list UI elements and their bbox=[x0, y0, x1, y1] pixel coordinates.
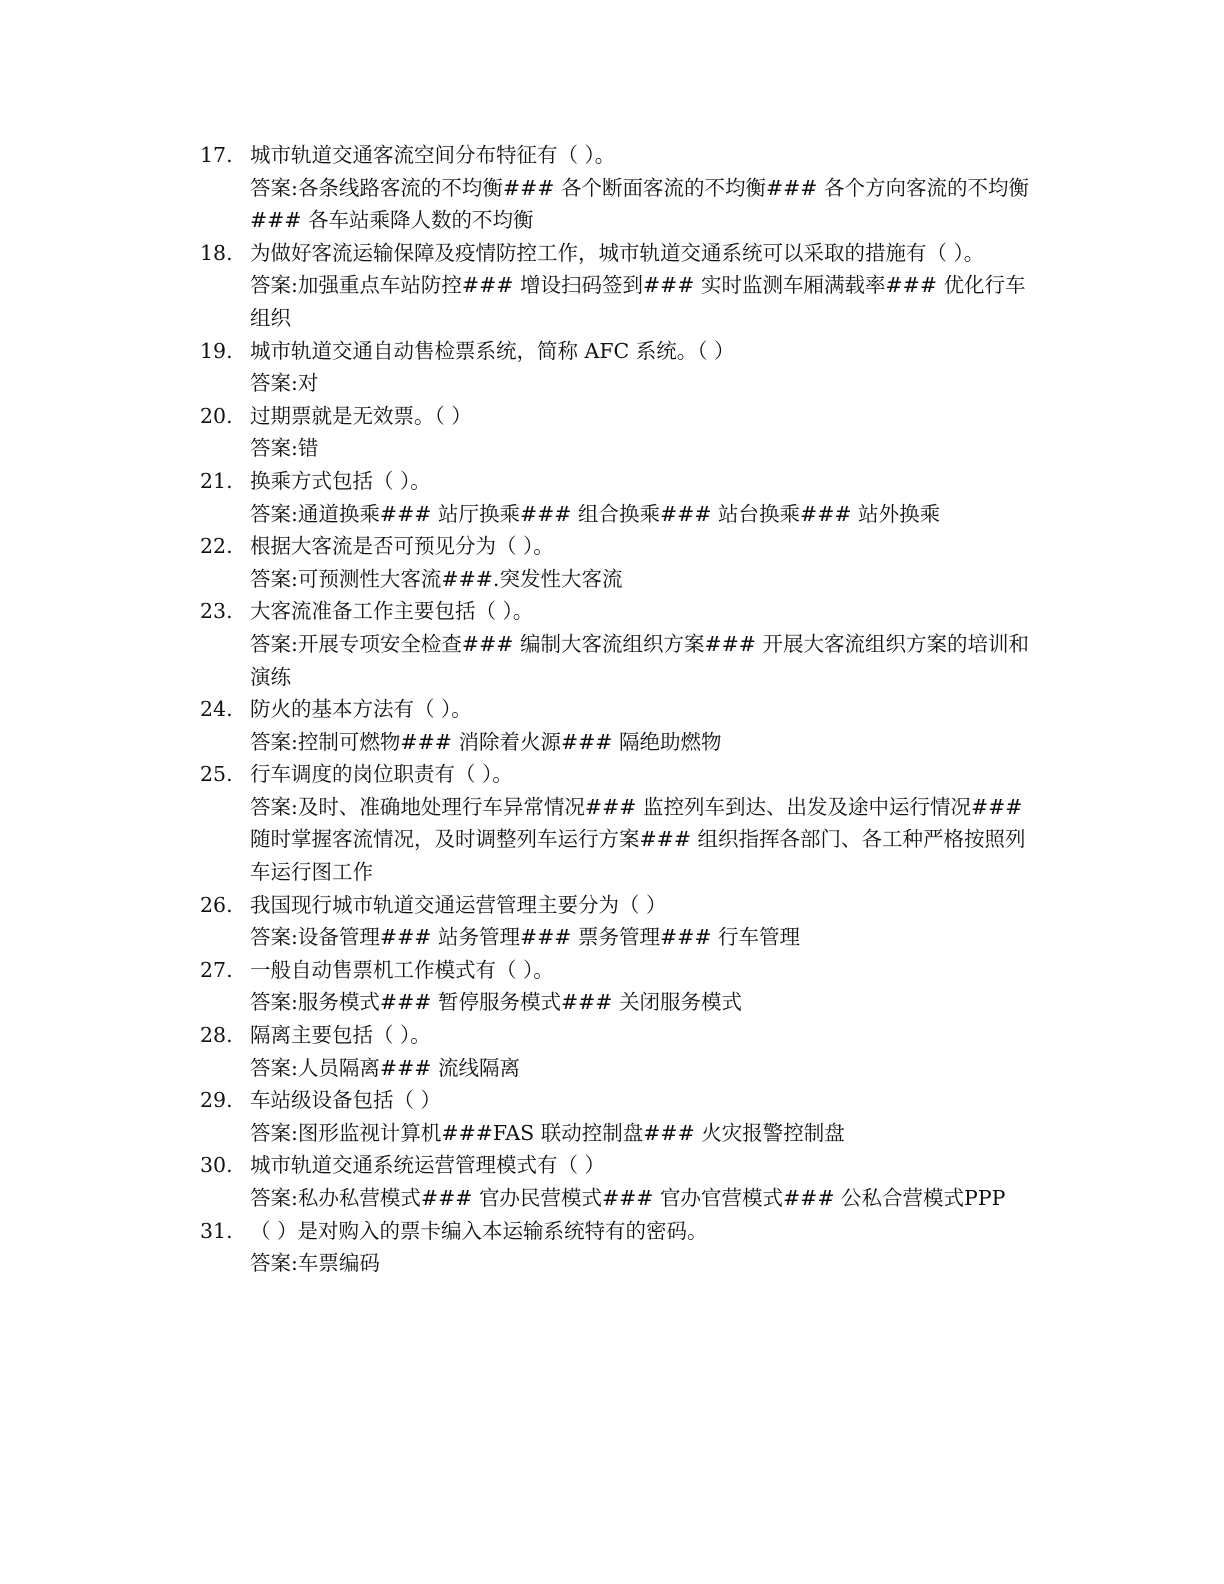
question-number: 27. bbox=[200, 957, 233, 982]
answer-text: 答案:图形监视计算机###FAS 联动控制盘### 火灾报警控制盘 bbox=[250, 1120, 845, 1145]
answer-text: 答案:对 bbox=[250, 371, 319, 396]
qa-item-29 bbox=[200, 1084, 1040, 1149]
question-text: 城市轨道交通系统运营管理模式有（ ） bbox=[250, 1153, 606, 1178]
answer-text: 答案:及时、准确地处理行车异常情况### 监控列车到达、出发及途中运行情况### 随时掌握客流情况，及时调整列车运行方案### 组织指挥各部门、各工种严格按照列车运行图工作 bbox=[250, 794, 1026, 885]
question-number: 25. bbox=[200, 762, 233, 787]
question-number: 24. bbox=[200, 697, 233, 722]
question-number: 17. bbox=[200, 143, 233, 167]
qa-item-21 bbox=[200, 465, 1040, 530]
answer-text: 答案:服务模式### 暂停服务模式### 关闭服务模式 bbox=[250, 990, 742, 1015]
question-text: 大客流准备工作主要包括（ ）。 bbox=[250, 599, 534, 624]
qa-item-20 bbox=[200, 400, 1040, 465]
answer-text: 答案:开展专项安全检查### 编制大客流组织方案### 开展大客流组织方案的培训和演练 bbox=[250, 631, 1029, 689]
qa-item-18 bbox=[200, 237, 1040, 335]
question-number: 31. bbox=[200, 1218, 233, 1243]
question-number: 28. bbox=[200, 1023, 233, 1048]
qa-item-28 bbox=[200, 1019, 1040, 1084]
qa-item-24 bbox=[200, 693, 1040, 758]
question-text: 为做好客流运输保障及疫情防控工作，城市轨道交通系统可以采取的措施有（ ）。 bbox=[250, 240, 985, 265]
question-text: 防火的基本方法有（ ）。 bbox=[250, 697, 472, 722]
answer-text: 答案:通道换乘### 站厅换乘### 组合换乘### 站台换乘### 站外换乘 bbox=[250, 501, 941, 526]
question-text: 换乘方式包括（ ）。 bbox=[250, 468, 431, 493]
answer-text: 答案:可预测性大客流###.突发性大客流 bbox=[250, 566, 623, 591]
qa-item-25 bbox=[200, 758, 1040, 888]
answer-text: 答案:错 bbox=[250, 436, 319, 461]
qa-item-23 bbox=[200, 595, 1040, 693]
qa-item-31 bbox=[200, 1215, 1040, 1280]
answer-text: 答案:设备管理### 站务管理### 票务管理### 行车管理 bbox=[250, 925, 801, 950]
question-text: （ ）是对购入的票卡编入本运输系统特有的密码。 bbox=[250, 1218, 708, 1243]
qa-item-22 bbox=[200, 530, 1040, 595]
answer-text: 答案:私办私营模式### 官办民营模式### 官办官营模式### 公私合营模式PPP bbox=[250, 1186, 1006, 1210]
question-number: 30. bbox=[200, 1153, 233, 1178]
qa-item-17 bbox=[200, 139, 1040, 237]
question-number: 29. bbox=[200, 1088, 233, 1113]
question-text: 隔离主要包括（ ）。 bbox=[250, 1023, 431, 1048]
qa-item-27 bbox=[200, 954, 1040, 1019]
qa-item-19 bbox=[200, 335, 1040, 400]
qa-item-30 bbox=[200, 1149, 1040, 1214]
question-number: 18. bbox=[200, 240, 233, 265]
question-number: 19. bbox=[200, 338, 233, 363]
question-text: 城市轨道交通客流空间分布特征有（ ）。 bbox=[250, 143, 616, 167]
question-text: 过期票就是无效票。（ ） bbox=[250, 403, 472, 428]
question-text: 一般自动售票机工作模式有（ ）。 bbox=[250, 957, 554, 982]
question-number: 23. bbox=[200, 599, 233, 624]
question-text: 根据大客流是否可预见分为（ ）。 bbox=[250, 534, 554, 559]
answer-text: 答案:车票编码 bbox=[250, 1251, 380, 1276]
question-text: 城市轨道交通自动售检票系统，简称 AFC 系统。（ ） bbox=[250, 338, 735, 363]
question-number: 20. bbox=[200, 403, 233, 428]
question-text: 我国现行城市轨道交通运营管理主要分为（ ） bbox=[250, 892, 667, 917]
question-number: 26. bbox=[200, 892, 233, 917]
answer-text: 答案:各条线路客流的不均衡### 各个断面客流的不均衡### 各个方向客流的不均衡### 各车站乘降人数的不均衡 bbox=[250, 175, 1029, 233]
qa-item-26 bbox=[200, 889, 1040, 954]
question-text: 行车调度的岗位职责有（ ）。 bbox=[250, 762, 513, 787]
question-text: 车站级设备包括（ ） bbox=[250, 1088, 442, 1113]
question-number: 22. bbox=[200, 534, 233, 559]
qa-list bbox=[200, 139, 1040, 1280]
answer-text: 答案:人员隔离### 流线隔离 bbox=[250, 1055, 520, 1080]
answer-text: 答案:控制可燃物### 消除着火源### 隔绝助燃物 bbox=[250, 729, 722, 754]
answer-text: 答案:加强重点车站防控### 增设扫码签到### 实时监测车厢满载率### 优化行车组织 bbox=[250, 273, 1026, 330]
question-number: 21. bbox=[200, 468, 233, 493]
